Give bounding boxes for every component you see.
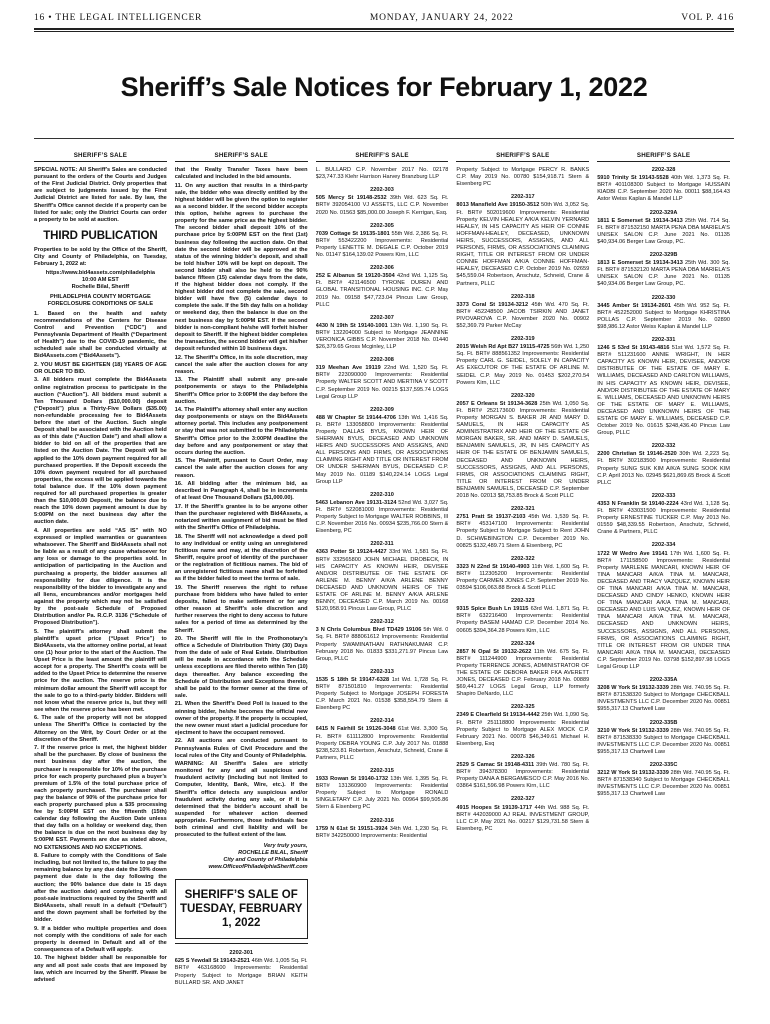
- listing-body: [316, 776, 449, 811]
- listing-number: 2202-321: [510, 506, 535, 513]
- auction-url[interactable]: https://www.bid4assets.com/philadelphia: [45, 269, 155, 276]
- listing-address: 5463 Lebanon Ave 19131-3124: [315, 499, 397, 506]
- sale-listing: [456, 598, 589, 634]
- sale-listing: [456, 393, 589, 500]
- conditions-list: [175, 167, 308, 839]
- condition-paragraph: 16. All bidding after the minimum bid, as described in Paragraph 4, shall be in increments of at least One Thousand Dollars ($1,000.00).: [174, 481, 308, 502]
- listing-text: 44th Wd. 988 Sq. Ft. BRT# 442039000 AJ REAL INVESTMENT GROUP, LLC C.P. May 2021 No. 00217 $129,731.58 Stern & Eisenberg, PC: [456, 804, 590, 832]
- column-1: [34, 152, 167, 1012]
- sale-listing: [316, 669, 449, 713]
- page-banner-title: Sheriff’s Sale Notices for February 1, 2022: [120, 72, 648, 102]
- listing-number: 2202-323: [510, 598, 535, 605]
- listing-text: 25th Wd. 714 Sq. Ft. BRT# 871532150 MARTA PENA DBA MARIELA'S UNISEX SALON C.P. June 2021 No. 01135 $40,934.06 Berger Law Group, PC.: [597, 217, 730, 245]
- sale-listing: [456, 556, 589, 592]
- listing-body: [456, 202, 589, 287]
- listing-text: 13th Wd. 1,190 Sq. Ft. BRT# 132204000 Subject to Mortgage JEANNINE VERONICA GIBBS C.P. November 2018 No. 01440 $26,379.65 Gross Mcginley, LLP: [315, 322, 449, 351]
- listing-number: 2202-306: [370, 265, 394, 272]
- listing-body: [316, 549, 449, 613]
- column-header: SHERIFF’S SALE: [456, 152, 589, 162]
- condition-paragraph: 2. YOU MUST BE EIGHTEEN (18) YEARS OF AGE OR OLDER TO BID.: [34, 361, 167, 375]
- listing-address: 5910 Trinity St 19143-5528: [597, 175, 669, 182]
- listing-number: 2202-310: [370, 491, 394, 498]
- listing-body: [316, 273, 449, 308]
- listing-body: [597, 451, 730, 486]
- condition-paragraph: 20. The Sheriff will file in the Prothonotary’s office a Schedule of Distribution Thirty (30) Days from the date of sale of Real Estate. Distribution will be made in accordance with the Schedule unless exceptions are filed thereto within Ten (10) days thereafter. Any balance exceeding the Schedule of Distribution and Exceptions thereto, shall be paid to the former owner at the time of sale.: [174, 636, 308, 699]
- sale-listing: [456, 506, 589, 550]
- listing-number: 2202-313: [370, 668, 394, 675]
- sale-listing: [316, 407, 449, 486]
- condition-paragraph: 15. The Plaintiff, pursuant to Court Order, may cancel the sale after the auction closes for any reason.: [174, 458, 308, 479]
- listing-number: 2202-320: [510, 392, 535, 399]
- sale-listing: [456, 754, 589, 790]
- listing-address: 3323 N 22nd St 19140-4903: [456, 563, 530, 570]
- signature-line: Very truly yours,: [263, 843, 308, 850]
- listing-number: 2202-325: [510, 704, 535, 711]
- sale-listing: [456, 796, 589, 832]
- condition-paragraph: 9. If a bidder who multiple properties and does not comply with the conditions of sale for each property is deemed in Default and all of the consequences of a Default will apply.: [34, 925, 167, 953]
- sale-listing: [456, 194, 589, 287]
- listing-number: 2202-324: [510, 640, 535, 647]
- conditions-title: PHILADELPHIA COUNTY MORTGAGE FORECLOSURE CONDITIONS OF SALE: [47, 293, 154, 307]
- listing-address: 7039 Cottage St 19135-1801: [315, 230, 390, 237]
- listing-text: 63rd Wd. 1,871 Sq. Ft. BRT# 632216400 Improvements: Residential Property BASEM HAMAD C.P. December 2014 No. 00605 $394,364.28 Powers Kirn, LLC: [456, 606, 590, 634]
- listing-number: 2202-322: [510, 555, 535, 562]
- listing-text: 25th Wd. 300 Sq. Ft. BRT# 871532120 MARTA PENA DBA MARIELA'S UNISEX SALON C.P. June 2021 No. 01135 $40,934.06 Berger Law Group, PC.: [597, 260, 730, 288]
- sale-listing: [316, 492, 449, 536]
- masthead-rule: [34, 28, 734, 30]
- column-2: [175, 152, 308, 1012]
- sale-listing: [456, 167, 589, 188]
- listing-number: 2202-316: [370, 817, 394, 824]
- condition-paragraph: 3. All bidders must complete the Bid4Assets online registration process to participate in the auction (“Auction”). All bidders must submit a Ten Thousand Dollars ($10,000.00) deposit (“Deposit”) plus a Thirty-Five Dollars ($35.00) non-refundable processing fee to Bid4Assets before the start of the Auction. Such single Deposit shall be associated with the Auction held as of this date (“Auction Date”) and shall allow a bidder to bid on all of the properties that are listed on the Auction Date. The Deposit will be applied to the 10% down payment required for all purchased properties. If the Deposit exceeds the 10% down payment required for all purchased properties, the excess will be applied towards the total balance due. If the 10% down payment required for all purchased properties is greater than the $10,000.00 Deposit, the balance due to reach the 10% down payment amount is due by 5:00PM on the next business day after the auction date.: [34, 377, 167, 526]
- listing-text: 46th Wd. 1,005 Sq. Ft. BRT# 463168600 Improvements: Residential Property Subject to Mortgage BRIAN KEITH BULLARD SR. AND JANET: [174, 958, 308, 986]
- listing-body: [316, 365, 449, 400]
- masthead-left: 16 • THE LEGAL INTELLIGENCER: [34, 13, 203, 23]
- sale-listing: [456, 294, 589, 330]
- listing-text: 11th Wd. 1,600 Sq. Ft. BRT# 112305200 Improvements: Residential Property CARMEN JONES C.P. September 2019 No. 03594 $106,063.88 Brock & Scott PLLC: [456, 563, 590, 592]
- listing-text: 5th Wd. 0 Sq. Ft. BRT# 888061612 Improvements: Residential Property SWAMINATHAN RATHNAKUMAR C.P. February 2018 No. 01833 $331,271.97 Pincus Law Group, PLLC: [315, 627, 449, 662]
- sale-listing: [597, 720, 730, 756]
- sale-listing: [316, 357, 449, 401]
- listing-number: 2202-329A: [649, 209, 678, 216]
- listing-address: 2529 S Camac St 19148-4311: [456, 762, 535, 769]
- listing-address: 319 Meehan Ave 19119: [315, 365, 381, 372]
- sale-listing: [456, 641, 589, 699]
- listing-address: 3208 W York St 19132-3339: [597, 685, 669, 692]
- listing-address: 9315 Spice Bush Ln 19115: [456, 606, 529, 613]
- sale-listing: [316, 768, 449, 812]
- listing-body: [456, 564, 589, 592]
- sale-listing: [316, 718, 449, 762]
- listing-body: [597, 218, 730, 246]
- sale-listing: [597, 677, 730, 713]
- listing-body: [456, 344, 589, 387]
- sale-listing: [597, 493, 730, 537]
- listing-number: 2202-326: [510, 753, 535, 760]
- sale-listing: [456, 704, 589, 748]
- listing-body: [597, 345, 730, 437]
- listing-address: 2349 E Clearfield St 19134-4442: [456, 712, 540, 719]
- listing-address: 6415 N Fairhill St 19126-3048: [315, 726, 396, 733]
- listing-text: 25th Wd. 1,090 Sq. Ft. BRT# 251118800 Improvements: Residential Property Subject to Mortgage ALEX MOCK C.P. February 2021 No. 00078 $46,349.61 Michael H. Eisenberg, Esq: [456, 712, 590, 747]
- column-header: SHERIFF’S SALE: [597, 152, 730, 162]
- listing-text: 11th Wd. 675 Sq. Ft. BRT# 111244900 Improvements: Residential Property TERRENCE JONES, ADMINISTRATOR OF THE ESTATE OF DEBORA BAKER FKA AVERETT JONES, DECEASED C.P. February 2018 No. 00889 $69,441.27 LOGS Legal Group, LLP formerly Shapiro DeNardo, LLC: [456, 648, 590, 698]
- listing-number: 2202-301: [229, 950, 254, 957]
- listing-number: 2202-335C: [649, 762, 678, 769]
- listing-address: 3445 Amber St 19134-2601: [597, 302, 671, 309]
- listing-text: Property Subject to Mortgage PERCY R. BANKS C.P. May 2019 No. 00780 $154,918.71 Stern & Eisenberg PC: [456, 167, 590, 188]
- listing-number: 2202-327: [510, 796, 535, 803]
- sale-listing: [316, 223, 449, 259]
- listing-number: 2202-303: [370, 187, 394, 194]
- sale-details: [34, 270, 167, 291]
- condition-paragraph: 11. On any auction that results in a third-party sale, the bidder who was directly entitled by the highest bidder will be given the option to register as a second bidder. If the second bidder accepts this option, he/she agrees to purchase the property for the same price as the highest bidder. The second bidder shall deposit 10% of the purchase price by 5:00PM EST on the first (1st) business day following the auction date. On that date the second bidder will be approved at the status of the winning bidder’s deposit, and shall be told his/her 10% will be kept on deposit. The second bidder shall also be held to the 90% balance fifteen (15) calendar days from the date, if the highest bidder does not comply. If the highest bidder did not complete the sale, second bidder will have five (5) calendar days to complete the sale. If the 5th day falls on a holiday or weekend day, then the balance is due on the next business day by 5:00PM EST. If the second bidder is non-compliant he/she will forfeit his/her deposit to Sheriff. If the highest bidder completes the transaction, the second bidder will get his/her deposit refunded within 10 business days.: [174, 182, 308, 352]
- listing-text: 28th Wd. 740.95 Sq. Ft. BRT# 871538330 Subject to Mortgage CHECKBALL INVESTMENTS LLC C.P. December 2020 No. 00851 $955,317.13 Chartwell Law: [597, 727, 730, 755]
- condition-paragraph: 8. Failure to comply with the Conditions of Sale including, but not limited to, the failure to pay the remaining balance by any due date the 10% down payment due date is the day following the auction; the 90% balance due date is 15 days after the auction date) and completing with all post-sale instructions required by the Sheriff and Bid4Assets, shall result in a default (“Default”) and the down payment shall be forfeited by the bidder.: [34, 853, 167, 923]
- listing-text: 45th Wd. 470 Sq. Ft. BRT# 452248500 JACOB TSIRKIN AND JANET PIVOVAROVA C.P. November 2020 No. 00902 $52,369.79 Parker McCay: [456, 301, 590, 329]
- sale-listing: [597, 252, 730, 288]
- listing-number: 2202-315: [370, 767, 394, 774]
- condition-paragraph: that the Realty Transfer Taxes have been calculated and included in the bid amounts.: [174, 167, 308, 181]
- listing-text: 55th Wd. 2,386 Sq. Ft. BRT# 553422200 Improvements: Residential Property LENETTE M. DEGALE C.P. October 2019 No. 01147 $164,139.02 Powers Kirn, LLC: [315, 230, 449, 259]
- listing-address: 4915 Hoopes St 19139-1717: [456, 804, 533, 811]
- listing-number: 2202-329B: [649, 252, 678, 259]
- sale-listing: [597, 337, 730, 437]
- listing-number: 2202-335A: [649, 677, 678, 684]
- condition-paragraph: 19. The Sheriff reserves the right to refuse purchase from bidders who have failed to enter deposits, failed to make settlement or for any other reason at Sheriff’s sole discretion and further reserves the right to deny access to future sales for a period of time as determined by the Sheriff.: [174, 584, 308, 634]
- column-header: SHERIFF’S SALE: [175, 152, 308, 162]
- listing-address: 488 W Chapter St 19144-4706: [315, 414, 396, 421]
- condition-paragraph: 17. If the Sheriff’s grantee is to be anyone other than the purchaser registered with Bid4Assets, a notarized written assignment of bid must be filed with the Sheriff’s Office of Philadelphia.: [174, 503, 308, 532]
- listing-body: [456, 167, 589, 188]
- auction-time: 10:00 AM EST: [82, 276, 119, 283]
- listing-address: 625 S Yewdall St 19143-2521: [174, 958, 251, 965]
- listing-text: 45th Wd. 1,539 Sq. Ft. BRT# 453147100 Improvements: Residential Property Subject to Mortgage Subject to Rent JOHN D. SCHWEBINGTON C.P. December 2019 No. 00825 $132,489.71 Stern & Eisenberg, PC: [456, 514, 590, 549]
- listing-text: 42nd Wd. 1,125 Sq. Ft. BRT# 421146500 TYRONE DUREN AND GLOBAL TRANSITIONAL HOUSING INC. C.P. May 2019 No. 09158 $47,723.04 Pincus Law Group, PLLC: [315, 273, 449, 308]
- listing-text: 39th Wd. 780 Sq. Ft. BRT# 394378300 Improvements: Residential Property DANA A BERGAMESCO C.P. May 2016 No. 03864 $161,596.98 Powers Kirn, LLC: [456, 762, 590, 790]
- condition-paragraph: 6. The sale of the property will not be stopped unless The Sheriff’s Office is contacted by the Attorney on the Writ, by Court Order or at the discretion of the Sheriff.: [34, 715, 167, 743]
- listing-address: 3373 Coral St 19134-3212: [456, 301, 529, 308]
- listing-number: 2202-309: [370, 406, 394, 413]
- condition-paragraph: 22. All auctions are conducted pursuant to Pennsylvania Rules of Civil Procedure and the local rules of the City and County of Philadelphia.: [174, 738, 308, 759]
- listing-address: 3210 W York St 19132-3339: [597, 727, 669, 734]
- notice-columns: [34, 152, 734, 1012]
- listing-body: [316, 677, 449, 712]
- listing-number: 2202-334: [651, 542, 676, 549]
- condition-paragraph: 10. The highest bidder shall be responsible for any and all post sale costs that are imposed by law, which are incurred by the Sheriff. Please be advised: [34, 955, 167, 983]
- listing-text: 28th Wd. 740.95 Sq. Ft. BRT# 871538320 Subject to Mortgage CHECKBALL INVESTMENTS LLC C.P. December 2020 No. 00851 $955,317.13 Chartwell Law: [597, 685, 730, 713]
- listing-number: 2202-307: [370, 314, 394, 321]
- listing-address: 2015 Welsh Rd Apt B27 19115-4725: [456, 344, 550, 351]
- condition-paragraph: 18. The Sheriff will not acknowledge a deed poll to any individual or entity using an unregistered fictitious name and may, at the discretion of the Sheriff, require proof of identity of the purchaser or the registration of fictitious names. The bid of an unregistered fictitious name shall be forfeited as if the bidder failed to meet the terms of sale.: [174, 533, 308, 583]
- listing-body: [316, 231, 449, 259]
- listing-text: 17th Wd. 1,600 Sq. Ft. BRT# 171158500 Improvements: Residential Property MARLENE MANCARI, KNOWN HEIR OF TINA MANCARI A/K/A TINA M. MANCARI, DECEASED AND TRACY VAZQUEZ, KNOWN HEIR OF TINA MANCARI A/K/A TINA M. MANCARI, DECEASED AND CINDY HENKO, KNOWN HEIR OF TINA MANCARI A/K/A TINA M. MANCARI, DECEASED AND LUIS VAQUEZ, KNOWN HEIR OF TINA MANCARI A/K/A TINA M. MANCARI, DECEASED AND UNKNOWN HEIRS, SUCCESSORS, ASSIGNS, AND ALL PERSONS, FIRMS, OR ASSOCIATIONS CLAIMING RIGHT, TITLE OR INTEREST FROM OR UNDER TINA MANCARI A/K/A TINA M. MANCARI, DECEASED C.P. September 2019 No. 03798 $152,897.98 LOGS Legal Group LLP: [597, 550, 730, 670]
- listing-body: [597, 685, 730, 713]
- listing-address: 1811 E Somerset St 19134-3413: [597, 217, 683, 224]
- condition-paragraph: 1. Based on the health and safety recommendations of the Centers for Disease Control and Prevention (“CDC”) and Pennsylvania Department of Health (“Department of Health”) due to the COVID-19 pandemic, the scheduled sale shall be conducted virtually at Bid4Assets.com (“Bid4Assets”).: [34, 310, 167, 360]
- column-5: [597, 152, 730, 1012]
- listing-number: 2202-331: [651, 336, 676, 343]
- listing-address: 1535 S 18th St 19147-6328: [315, 676, 390, 683]
- listing-address: 2857 N Opal St 19132-2622: [456, 648, 532, 655]
- listing-address: 252 E Albanus St 19120-3504: [315, 273, 395, 280]
- entries-list: [175, 950, 308, 986]
- listing-address: 505 Mercy St 19148-2532: [315, 195, 387, 202]
- listing-text: 50th Wd. 3,052 Sq. Ft. BRT# 502019600 Improvements: Residential Property KELVIN HEALEY A/K/A KELVIN YERNARD HEALEY, IN HIS CAPACITY AS HEIR OF CONNIE HOFFMAN-HEALEY, DECEASED, UNKNOWN HEIRS, SUCCESSORS, ASSIGNS, AND ALL PERSONS, FIRMS, OR ASSOCIATIONS CLAIMING RIGHT, TITLE OR INTEREST FROM OR UNDER CONNIE HOFFMAN A/K/A CONNIE HOFFMAN-HEALEY, DECEASED C.P. October 2019 No. 02659 $45,559.04 Robertson, Anschutz, Schneid, Crane & Partners, PLLC: [456, 202, 590, 287]
- sale-listing: [316, 541, 449, 613]
- listing-address: 1722 W Wedro Ave 19141: [597, 550, 668, 557]
- listing-number: 2202-328: [651, 167, 676, 174]
- sale-listing: [316, 315, 449, 351]
- listing-body: [316, 323, 449, 351]
- sale-listing: [316, 619, 449, 663]
- listing-body: [175, 958, 308, 986]
- sale-listing: [316, 265, 449, 309]
- listing-number: 2202-305: [370, 222, 394, 229]
- listing-address: 4430 N 19th St 19140-1001: [315, 322, 388, 329]
- signature-line: www.OfficeofPhiladelphiaSheriff.com: [208, 864, 308, 871]
- listing-body: [456, 649, 589, 699]
- listing-address: 4363 Potter St 19124-4427: [315, 549, 387, 556]
- masthead-right: VOL P. 416: [681, 13, 734, 23]
- listing-text: 13th Wd. 1,395 Sq. Ft. BRT# 131360900 Improvements: Residential Property Subject to Mortgage RONALD SINGLETARY C.P. July 2021 No. 00964 $99,505.86 Stern & Eisenberg PC: [315, 776, 449, 811]
- listing-text: 45th Wd. 952 Sq. Ft. BRT# 452252000 Subject to Mortgage KHRISTINA POLLAS C.P. September 2019 No. 02890 $98,986.12 Astor Weiss Kaplan & Mandel LLP: [597, 302, 730, 330]
- listing-body: [316, 167, 449, 181]
- listing-address: 2751 Pratt St 19137-2103: [456, 514, 526, 521]
- listing-address: 1813 E Somerset St 19134-3413: [597, 260, 683, 267]
- listing-body: [456, 712, 589, 747]
- condition-paragraph: 4. All properties are sold “AS IS” with NO expressed or implied warranties or guarantees whatsoever. The Sheriff and Bid4Assets shall not be liable as a result of any cause whatsoever for any loss or damage to the properties sold. In anticipation of participating in the Auction and purchasing a property, the bidder assumes all responsibility for due diligence. It is the responsibility of the bidder to investigate any and all liens, encumbrances and/or mortgages held against the property which may not be satisfied by the post-sale Schedule of Proposed Distribution and/or Pa. R.C.P. 3136 (“Schedule of Proposed Distribution”).: [34, 527, 167, 627]
- sale-listing: [597, 443, 730, 487]
- column-header: SHERIFF’S SALE: [316, 152, 449, 162]
- listing-address: 3212 W York St 19132-3339: [597, 770, 669, 777]
- column-3: [316, 152, 449, 1012]
- listing-body: [597, 770, 730, 798]
- sale-listing: [316, 167, 449, 181]
- masthead: [34, 10, 734, 26]
- sale-listing: [597, 167, 730, 203]
- listing-body: [316, 726, 449, 761]
- listing-text: 25th Wd. 1,050 Sq. Ft. BRT# 252173600 Improvements: Residential Property MORGAN S. BAKER JR AND MARY D. SAMUELS, IN HER CAPACITY AS ADMINISTRATRIX AND HEIR OF THE ESTATE OF MORGAN BAKER, SR. AND MARY D. SAMUELS, BENJAMIN SAMUELS, JR, IN HIS CAPACITY AS HEIR OF THE ESTATE OF BENJAMIN SAMUELS, DECEASED AND UNKNOWN HEIRS, SUCCESSORS, ASSIGNS, AND ALL PERSONS, FIRMS, OR ASSOCIATIONS CLAIMING RIGHT, TITLE OR INTEREST FROM OR UNDER BENJAMIN SAMUELS, DECEASED C.P. September 2018 No. 02013 $8,753.85 Brock & Scott PLLC: [456, 400, 590, 500]
- entries-list: [456, 167, 589, 833]
- sale-listing: [316, 187, 449, 216]
- listing-body: [597, 501, 730, 536]
- listing-text: 51st Wd. 1,572 Sq. Ft. BRT# 511231600 ANNIE WRIGHT, IN HER CAPACITY AS KNOWN HEIR, DEVISEE, AND/OR DISTRIBUTEE OF THE ESTATE OF MARY E. WILLIAMS, DECEASED AND CARLTON WILLIAMS, IN HIS CAPACITY AS KNOWN HEIR, DEVISEE, AND/OR DISTRIBUTEE OF THE ESTATE OF MARY E. WILLIAMS, DECEASED AND UNKNOWN HEIRS OF THE ESTATE OF MARY E. WILLIAMS, DECEASED AND UNKNOWN HEIRS OF THE ESTATE OF MARY E. WILLIAMS, DECEASED C.P. October 2019 No. 01615 $248,436.40 Pincus Law Group, PLLC: [597, 345, 730, 437]
- masthead-rule-thin: [34, 31, 734, 32]
- listing-number: 2202-330: [651, 294, 676, 301]
- signature-line: ROCHELLE BILAL, Sheriff: [238, 850, 308, 857]
- listing-body: [456, 514, 589, 549]
- listing-address: 1759 N 61st St 19151-3924: [315, 825, 388, 832]
- listing-text: 13th Wd. 1,416 Sq. Ft. BRT# 133058800 Improvements: Residential Property DALLAS BYUS, KNOWN HEIR OF SHERMAN BYUS, DECEASED AND UNKNOWN HEIRS AND SUCCESSORS AND ASSIGNS, AND ALL PERSONS AND FIRMS, OR ASSOCIATIONS CLAIMING RIGHT AND TITLE OR INTEREST FROM OR UNDER SHERMAN BYUS, DECEASED C.P. May 2019 No. 01189 $140,224.14 LOGS Legal Group LLP: [315, 414, 449, 485]
- column-header: SHERIFF’S SALE: [34, 152, 167, 162]
- listing-body: [456, 302, 589, 330]
- listing-text: 30th Wd. 2,223 Sq. Ft. BRT# 302183500 Improvements: Residential Property SUNG SUK KIM A/K/A SUNG SOOK KIM C.P. April 2013 No. 02945 $621,869.65 Brock & Scott PLLC: [597, 451, 730, 486]
- condition-paragraph: 12. The Sheriff’s Office, in its sole discretion, may cancel the sale after the auction closes for any reason.: [174, 354, 308, 375]
- listing-body: [316, 415, 449, 486]
- listing-number: 2202-312: [370, 619, 394, 626]
- listing-address: 1246 S 53rd St 19143-4816: [597, 345, 670, 352]
- sale-listing: [597, 542, 730, 671]
- listing-address: 8013 Mansfield Ave 19150-3512: [456, 202, 540, 209]
- column-4: [456, 152, 589, 1012]
- entries-list: [597, 167, 730, 798]
- listing-number: 2202-319: [510, 336, 535, 343]
- listing-text: 61st Wd. 3,300 Sq. Ft. BRT# 611112800 Improvements: Residential Property DEBRA YOUNG C.P. July 2017 No. 01888 $238,523.81 Robertson, Anschutz, Schneid, Crane & Partners, PLLC: [315, 726, 449, 761]
- listing-body: [316, 500, 449, 535]
- sheriff-signature: [175, 843, 308, 871]
- sale-intro: Properties to be sold by the Office of the Sheriff, City and County of Philadelphia, on Tuesday, February 1, 2022 at:: [34, 246, 167, 268]
- listing-body: [456, 805, 589, 833]
- listing-text: 22nd Wd. 1,520 Sq. Ft. BRT# 223090000 Improvements: Residential Property WALTER SCOTT AND MERTINA V SCOTT C.P. September 2019 No. 00215 $137,595.74 LOGS Legal Group LLP: [315, 365, 449, 400]
- listing-number: 2202-317: [510, 194, 535, 201]
- listing-number: 2202-314: [370, 718, 394, 725]
- listing-address: 1933 Rowan St 19140-1732: [315, 776, 389, 783]
- condition-paragraph: 21. When the Sheriff’s Deed Poll is issued to the winning bidder, he/she becomes the official new owner of the property. If the property is occupied, the new owner must start a judicial procedure for ejectment to have the occupant removed.: [174, 701, 308, 736]
- listing-address: 4353 N Franklin St 19140-2224: [597, 500, 679, 507]
- listing-body: [316, 826, 449, 840]
- sale-listing: [316, 818, 449, 840]
- listing-body: [597, 260, 730, 288]
- sale-listing: [456, 336, 589, 387]
- listing-text: 43rd Wd. 1,128 Sq. Ft. BRT# 433031500 Improvements: Residential Property ERNESTINE TUCKER C.P. May 2013 No. 01559 $48,339.55 Robertson, Anschutz, Schneid, Crane & Partners, PLLC: [597, 500, 730, 536]
- listing-address: 3 N Chris Columbus Blvd TD429 19106: [315, 627, 422, 634]
- condition-paragraph: 5. The plaintiff’s attorney shall submit the plaintiff’s upset price (“Upset Price”) to Bid4Assets, via the attorney online portal, at least one (1) hour prior to the start of the Auction. The Upset Price is the least amount the plaintiff will accept for a property. The Sheriff’s costs will be added to the Upset Price to determine the reserve price for the auction. The reserve price is the minimum dollar amount the Sheriff will accept for the sale to go to a third-party bidder. Bidders will not know what the reserve price is, but they will see when the reserve price has been met.: [34, 628, 167, 713]
- condition-paragraph: 13. The Plaintiff shall submit any pre-sale postponements or stays to the Philadelphia Sheriff’s Office prior to 3:00PM the day before the auction.: [174, 377, 308, 405]
- listing-number: 2202-311: [370, 541, 394, 548]
- entries-list: [316, 167, 449, 840]
- signature-line: City and County of Philadelphia: [223, 857, 308, 864]
- listing-body: [597, 728, 730, 756]
- sale-date-box: SHERIFF’S SALE OF TUESDAY, FEBRUARY 1, 2022: [175, 879, 308, 939]
- listing-text: L. BULLARD C.P. November 2017 No. 02178 $23,747.33 Klehr Harrison Harvey Branzburg LLP: [315, 167, 449, 181]
- listing-body: [316, 195, 449, 216]
- listing-text: 34th Wd. 1,230 Sq. Ft. BRT# 342250000 Improvements: Residential: [315, 825, 449, 839]
- condition-paragraph: WARNING: All Sheriff’s Sales are strictly monitored for any and all suspicious and fraudulent activity (including but not limited to Computer, Identity, Bank, Wire, etc.). If the Sheriff’s office detects any suspicious and/or fraudulent activity during any sale, or if it is determined that the bidder’s account shall be suspended for whatever action deemed appropriate. Furthermore, those individuals face both criminal and civil liability and will be prosecuted to the fullest extent of the law.: [174, 761, 308, 839]
- sale-listing: [597, 295, 730, 331]
- conditions-list: [34, 311, 167, 984]
- sale-listing: [597, 762, 730, 798]
- listing-body: [597, 175, 730, 203]
- box-rule: [175, 943, 308, 944]
- sale-listing: [175, 950, 308, 986]
- listing-number: 2202-332: [651, 443, 676, 450]
- listing-body: [456, 606, 589, 634]
- listing-body: [456, 762, 589, 790]
- listing-number: 2202-318: [510, 293, 535, 300]
- banner-rule: [34, 138, 734, 139]
- special-note: SPECIAL NOTE: All Sheriff’s Sales are conducted pursuant to the orders of the Courts and Judges of the First Judicial District. Only properties that are subject to judgments issued by the First Judicial District are listed for sale. By law, the Sheriff’s Office cannot decide if a property can be listed for sale; only the District Courts can order a property to be sold at auction.: [34, 167, 167, 223]
- listing-text: 33rd Wd. 1,581 Sq. Ft. BRT# 332565800 JOHN MICHAEL DROBECK, IN HIS CAPACITY AS KNOWN HEIR, DEVISEE AND/OR DISTRIBUTEE OF THE ESTATE OF ARLENE M. BENNY A/K/A ARLENE BENNY DECEASED AND UNKNOWN HEIRS OF THE ESTATE OF ARLINE M. BENNY A/K/A ARLENE BENNY, DECEASED C.P. March 2019 No. 00168 $120,958.91 Pincus Law Group, PLLC: [315, 549, 449, 613]
- listing-address: 2200 Christian St 19146-2520: [597, 451, 677, 458]
- sheriff-name: Rochelle Bilal, Sheriff: [71, 283, 130, 290]
- listing-body: [597, 551, 730, 672]
- condition-paragraph: 7. If the reserve price is met, the highest bidder shall be the purchaser. By close of business the next business day after the auction, the purchaser is responsible for 10% of the purchase price for each property purchased plus a buyer’s premium of 1.5% of the total purchase price of each property purchased. The purchaser shall pay the balance of 90% of the purchase price for each property purchased plus a $35 processing fee by 5:00PM EST on the fifteenth (15th) calendar day following the Auction Date unless that day falls on a holiday or weekend day, then the balance is due on the next business day by 5:00PM EST. Payments are due as stated above, NO EXTENSIONS AND NO EXCEPTIONS.: [34, 745, 167, 851]
- listing-body: [597, 303, 730, 331]
- listing-text: 1st Wd. 1,728 Sq. Ft. BRT# 871501810 Improvements: Residential Property Subject to Mortgage JOSEPH FORESTA C.P. March 2021 No. 01538 $358,554.79 Stern & Eisenberg PC: [315, 676, 449, 712]
- listing-text: 39th Wd. 623 Sq. Ft. BRT# 392054100 VJ ASSETS, LLC C.P. November 2020 No. 01563 $85,000.00 Joseph F. Kerrigan, Esq.: [315, 195, 449, 216]
- listing-number: 2202-308: [370, 357, 394, 364]
- listing-body: [316, 627, 449, 662]
- listing-number: 2202-335B: [649, 719, 678, 726]
- listing-address: 2057 E Orleans St 19134-3628: [456, 400, 538, 407]
- sale-listing: [597, 210, 730, 246]
- listing-number: 2202-333: [651, 492, 676, 499]
- listing-body: [456, 401, 589, 500]
- masthead-center: MONDAY, JANUARY 24, 2022: [369, 13, 514, 23]
- listing-text: 40th Wd. 1,373 Sq. Ft. BRT# 401108300 Subject to Mortgage HUSSAIN KIADBI C.P. September 2020 No. 00011 $88,164.43 Astor Weiss Kaplan & Mandel LLP: [597, 175, 730, 203]
- listing-text: 52nd Wd. 3,027 Sq. Ft. BRT# 522081000 Improvements: Residential Property Subject to Mortgage WALTER ROBBINS, III C.P. November 2016 No. 00934 $235,766.00 Stern & Eisenberg, PC: [315, 499, 449, 535]
- listing-text: 28th Wd. 740.95 Sq. Ft. BRT# 871538340 Subject to Mortgage CHECKBALL INVESTMENTS LLC C.P. December 2020 No. 00851 $955,317.13 Chartwell Law: [597, 770, 730, 798]
- condition-paragraph: 14. The Plaintiff’s attorney shall enter any auction day postponements or stays on the Bid4Assets attorney portal. This includes any postponement or stay that was not submitted to the Philadelphia Sheriff’s Office prior to the 3:00PM deadline the day before and any postponement or stay that occurs during the auction.: [174, 407, 308, 456]
- listing-text: 56th Wd. 1,250 Sq. Ft. BRT# 888561352 Improvements: Residential Property CARL G. SEIDEL, SOLELY IN CAPACITY AS EXECUTOR OF THE ESTATE OF ARLINE M. SEIDEL C.P. May 2019 No. 01453 $202,270.54 Powers Kirn, LLC: [456, 344, 590, 386]
- publication-heading: THIRD PUBLICATION: [43, 229, 158, 242]
